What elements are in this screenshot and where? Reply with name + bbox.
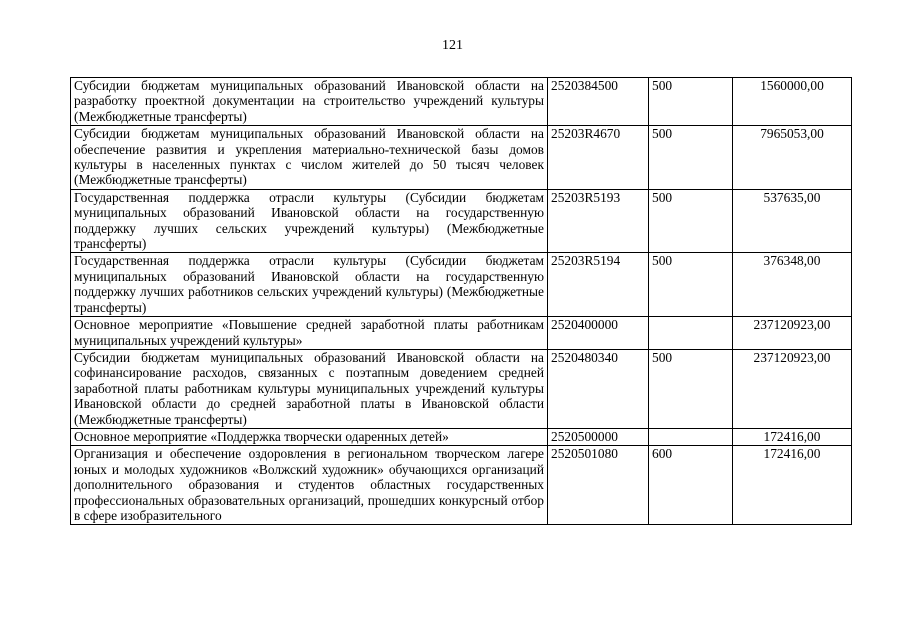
table-row [71,317,852,350]
row-code-cell: 2520384500 [548,78,649,126]
row-sum-cell: 1560000,00 [733,78,852,126]
table-row [71,349,852,428]
page-number: 121 [442,38,463,53]
row-sum-cell: 376348,00 [733,253,852,317]
row-sum-cell: 237120923,00 [733,317,852,350]
row-expense-type-cell: 500 [649,126,733,190]
row-expense-type-cell: 500 [649,349,733,428]
row-expense-type-cell: 500 [649,189,733,253]
row-sum-cell: 537635,00 [733,189,852,253]
row-sum-cell: 237120923,00 [733,349,852,428]
row-name-cell: Государственная поддержка отрасли культуры (Субсидии бюджетам муниципальных образований Ивановской области на государственную поддержку лучших сельских учреждений культуры) (Межбюджетные трансферты) [71,189,548,253]
row-name-cell: Субсидии бюджетам муниципальных образований Ивановской области на разработку проектной документации на строительство учреждений культуры (Межбюджетные трансферты) [71,78,548,126]
table-row [71,189,852,253]
table-row [71,78,852,126]
row-sum-cell: 172416,00 [733,428,852,445]
row-code-cell: 25203R4670 [548,126,649,190]
row-sum-cell: 172416,00 [733,446,852,525]
row-name-cell: Субсидии бюджетам муниципальных образований Ивановской области на обеспечение развития и укрепления материально-технической базы домов культуры в населенных пунктах с числом жителей до 50 тысяч человек (Межбюджетные трансферты) [71,126,548,190]
row-expense-type-cell: 600 [649,446,733,525]
table-row [71,446,852,525]
row-name-cell: Субсидии бюджетам муниципальных образований Ивановской области на софинансирование расходов, связанных с поэтапным доведением средней заработной платы работникам культуры муниципальных учреждений культуры Ивановской области до средней заработной платы в Ивановской области (Межбюджетные трансферты) [71,349,548,428]
row-code-cell: 2520500000 [548,428,649,445]
row-code-cell: 25203R5194 [548,253,649,317]
row-code-cell: 2520501080 [548,446,649,525]
row-code-cell: 2520400000 [548,317,649,350]
row-expense-type-cell: 500 [649,78,733,126]
budget-table [70,77,852,525]
row-expense-type-cell: 500 [649,253,733,317]
table-row [71,126,852,190]
table-row [71,428,852,445]
row-expense-type-cell [649,428,733,445]
row-name-cell: Государственная поддержка отрасли культуры (Субсидии бюджетам муниципальных образований Ивановской области на государственную поддержку лучших работников сельских учреждений культуры) (Межбюджетные трансферты) [71,253,548,317]
row-sum-cell: 7965053,00 [733,126,852,190]
row-name-cell: Организация и обеспечение оздоровления в региональном творческом лагере юных и молодых художников «Волжский художник» обучающихся организаций дополнительного образования и студентов областных государственных профессиональных образовательных организаций, прошедших конкурсный отбор в сфере изобразительного [71,446,548,525]
row-name-cell: Основное мероприятие «Поддержка творчески одаренных детей» [71,428,548,445]
table-row [71,253,852,317]
row-code-cell: 25203R5193 [548,189,649,253]
row-code-cell: 2520480340 [548,349,649,428]
row-name-cell: Основное мероприятие «Повышение средней заработной платы работникам муниципальных учреждений культуры» [71,317,548,350]
row-expense-type-cell [649,317,733,350]
